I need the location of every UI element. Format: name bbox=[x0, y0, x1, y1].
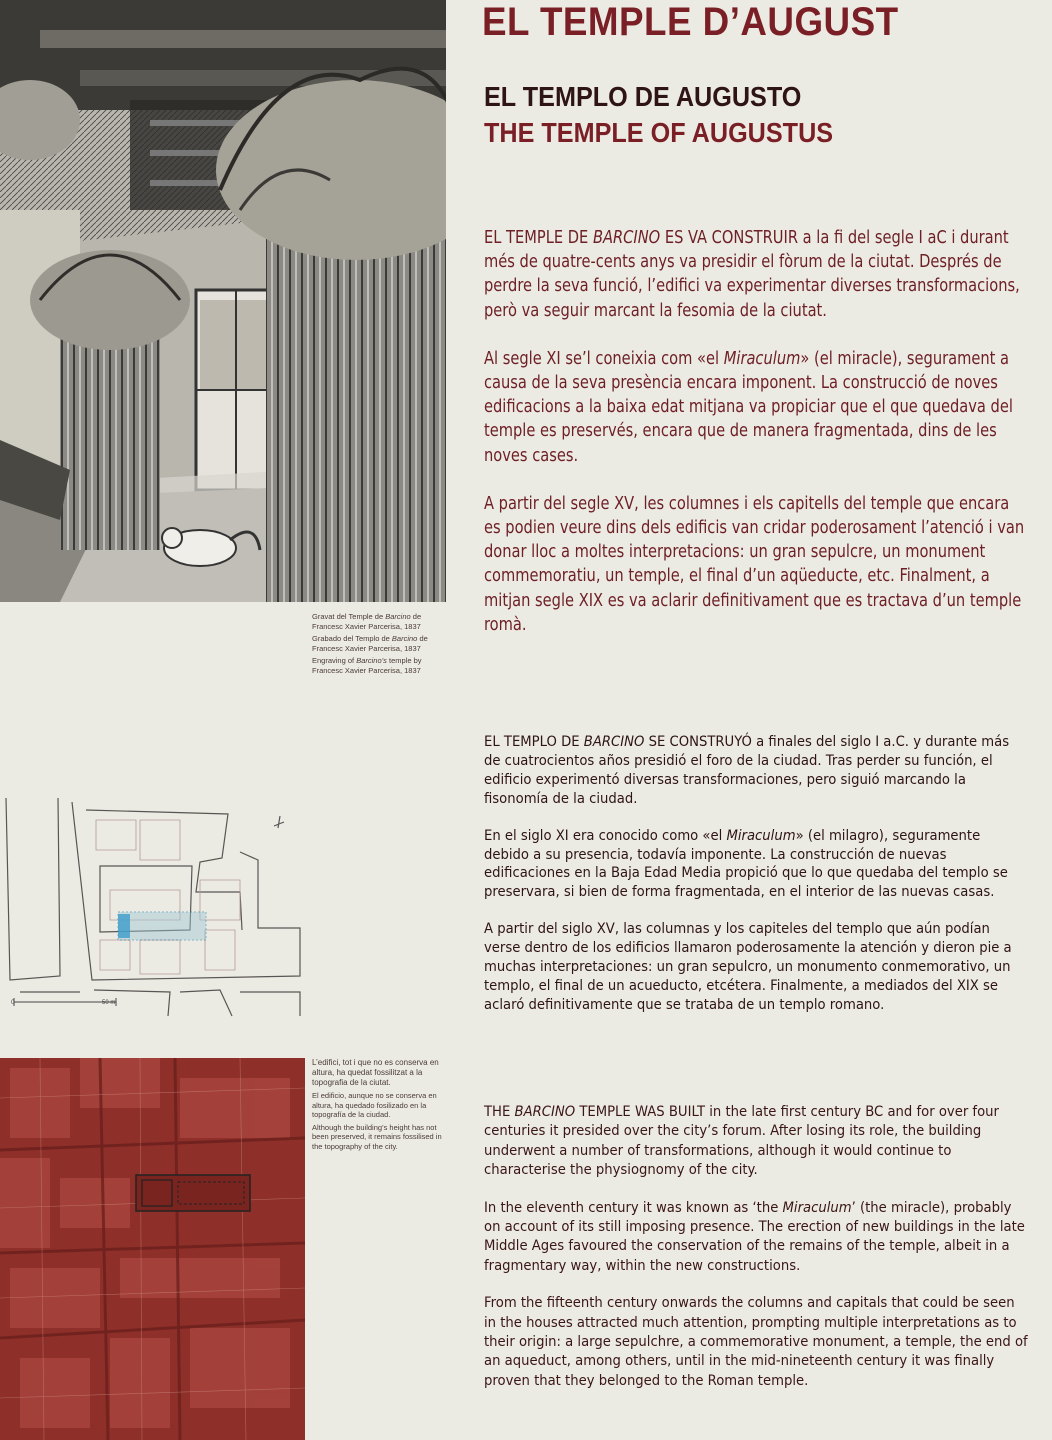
aerial-caption bbox=[312, 1058, 452, 1155]
map-scale-end: 50 m bbox=[102, 1000, 116, 1006]
temple-engraving-image bbox=[0, 0, 446, 602]
engraving-caption bbox=[312, 612, 452, 679]
engraving-caption-es: Grabado del Templo de Barcino de Francesc Xavier Parcerisa, 1837 bbox=[312, 634, 428, 653]
english-paragraph-2: In the eleventh century it was known as ‘the Miraculum’ (the miracle), probably on account of its still imposing presence. The erection of new buildings in the late Middle Ages favoured the conservation of the remains of the temple, albeit in a fragmentary way, within the new constructions. bbox=[484, 1199, 1025, 1274]
subtitle-english: THE TEMPLE OF AUGUSTUS bbox=[484, 117, 834, 148]
aerial-caption-en: Although the building’s height has not been preserved, it remains fossilised in the topography of the city. bbox=[312, 1122, 442, 1151]
engraving-caption-en: Engraving of Barcino’s temple by Francesc Xavier Parcerisa, 1837 bbox=[312, 656, 422, 675]
catalan-paragraph-1: EL TEMPLE DE BARCINO ES VA CONSTRUIR a la fi del segle I aC i durant més de quatre-cents anys va presidir el fòrum de la ciutat. Després de perdre la seva funció, l’edifici va experimentar diverses transformacions, però va seguir marcant la fesomia de la ciutat. bbox=[484, 228, 1020, 321]
page-title: EL TEMPLE D’AUGUST bbox=[482, 0, 899, 44]
spanish-paragraph-3: A partir del siglo XV, las columnas y los capiteles del templo que aún podían verse dentro de los edificios llamaron poderosamente la atención y dieron pie a muchas interpretaciones: un gran sepulcro, un monumento conmemorativo, un templo, el final de un acueducto, etcétera. Finalmente, a mediados del XIX se aclaró definitivamente que se trataba de un templo romano. bbox=[484, 921, 1012, 1013]
english-text bbox=[484, 1103, 1029, 1391]
aerial-caption-es: El edificio, aunque no se conserva en altura, ha quedado fosilizado en la topografía de la ciudad. bbox=[312, 1091, 437, 1120]
english-paragraph-1: THE BARCINO TEMPLE WAS BUILT in the late first century BC and for over four centuries it presided over the city’s forum. After losing its role, the building underwent a number of transformations, although it would continue to characterise the physiognomy of the city. bbox=[484, 1104, 999, 1179]
spanish-text bbox=[484, 733, 1029, 1015]
catalan-paragraph-3: A partir del segle XV, les columnes i els capitells del temple que encara es podien veure dins dels edificis van cridar poderosament l’atenció i van donar lloc a moltes interpretacions: un gran sepulcre, un monument commemoratiu, un temple, el final d’un aqüeducte, etc. Finalment, a mitjan segle XIX es va aclarir definitivament que es tractava d’un temple romà. bbox=[484, 493, 1025, 635]
aerial-caption-ca: L’edifici, tot i que no es conserva en altura, ha quedat fossilitzat a la topografia de la ciutat. bbox=[312, 1058, 439, 1087]
site-plan-map bbox=[0, 780, 310, 1020]
aerial-photo bbox=[0, 1058, 305, 1440]
map-scale-start: 0 bbox=[11, 1000, 15, 1006]
catalan-paragraph-2: Al segle XI se’l coneixia com «el Miraculum» (el miracle), segurament a causa de la seva presència encara imponent. La construcció de noves edificacions a la baixa edat mitjana va propiciar que el que quedava del temple es preservés, encara que de manera fragmentada, dins de les noves cases. bbox=[484, 348, 1013, 466]
spanish-paragraph-1: EL TEMPLO DE BARCINO SE CONSTRUYÓ a finales del siglo I a.C. y durante más de cuatrocientos años presidió el foro de la ciudad. Tras perder su función, el edificio experimentó diversas transformaciones, pero siguió marcando la fisonomía de la ciudad. bbox=[484, 734, 1010, 807]
catalan-text bbox=[484, 226, 1029, 637]
spanish-paragraph-2: En el siglo XI era conocido como «el Miraculum» (el milagro), seguramente debido a su presencia, todavía imponente. La construcción de nuevas edificaciones en la Baja Edad Media propició que lo que quedaba del templo se preservara, si bien de forma fragmentada, en el interior de las nuevas casas. bbox=[484, 827, 1008, 901]
subtitle-spanish: EL TEMPLO DE AUGUSTO bbox=[484, 81, 802, 112]
english-paragraph-3: From the fifteenth century onwards the columns and capitals that could be seen in the houses attracted much attention, prompting multiple interpretations as to their origin: a large sepulchre, a commemorative monument, a temple, the end of an aqueduct, among others, until in the mid-nineteenth century it was finally proven that they belonged to the Roman temple. bbox=[484, 1295, 1028, 1389]
engraving-caption-ca: Gravat del Temple de Barcino de Francesc Xavier Parcerisa, 1837 bbox=[312, 612, 422, 631]
